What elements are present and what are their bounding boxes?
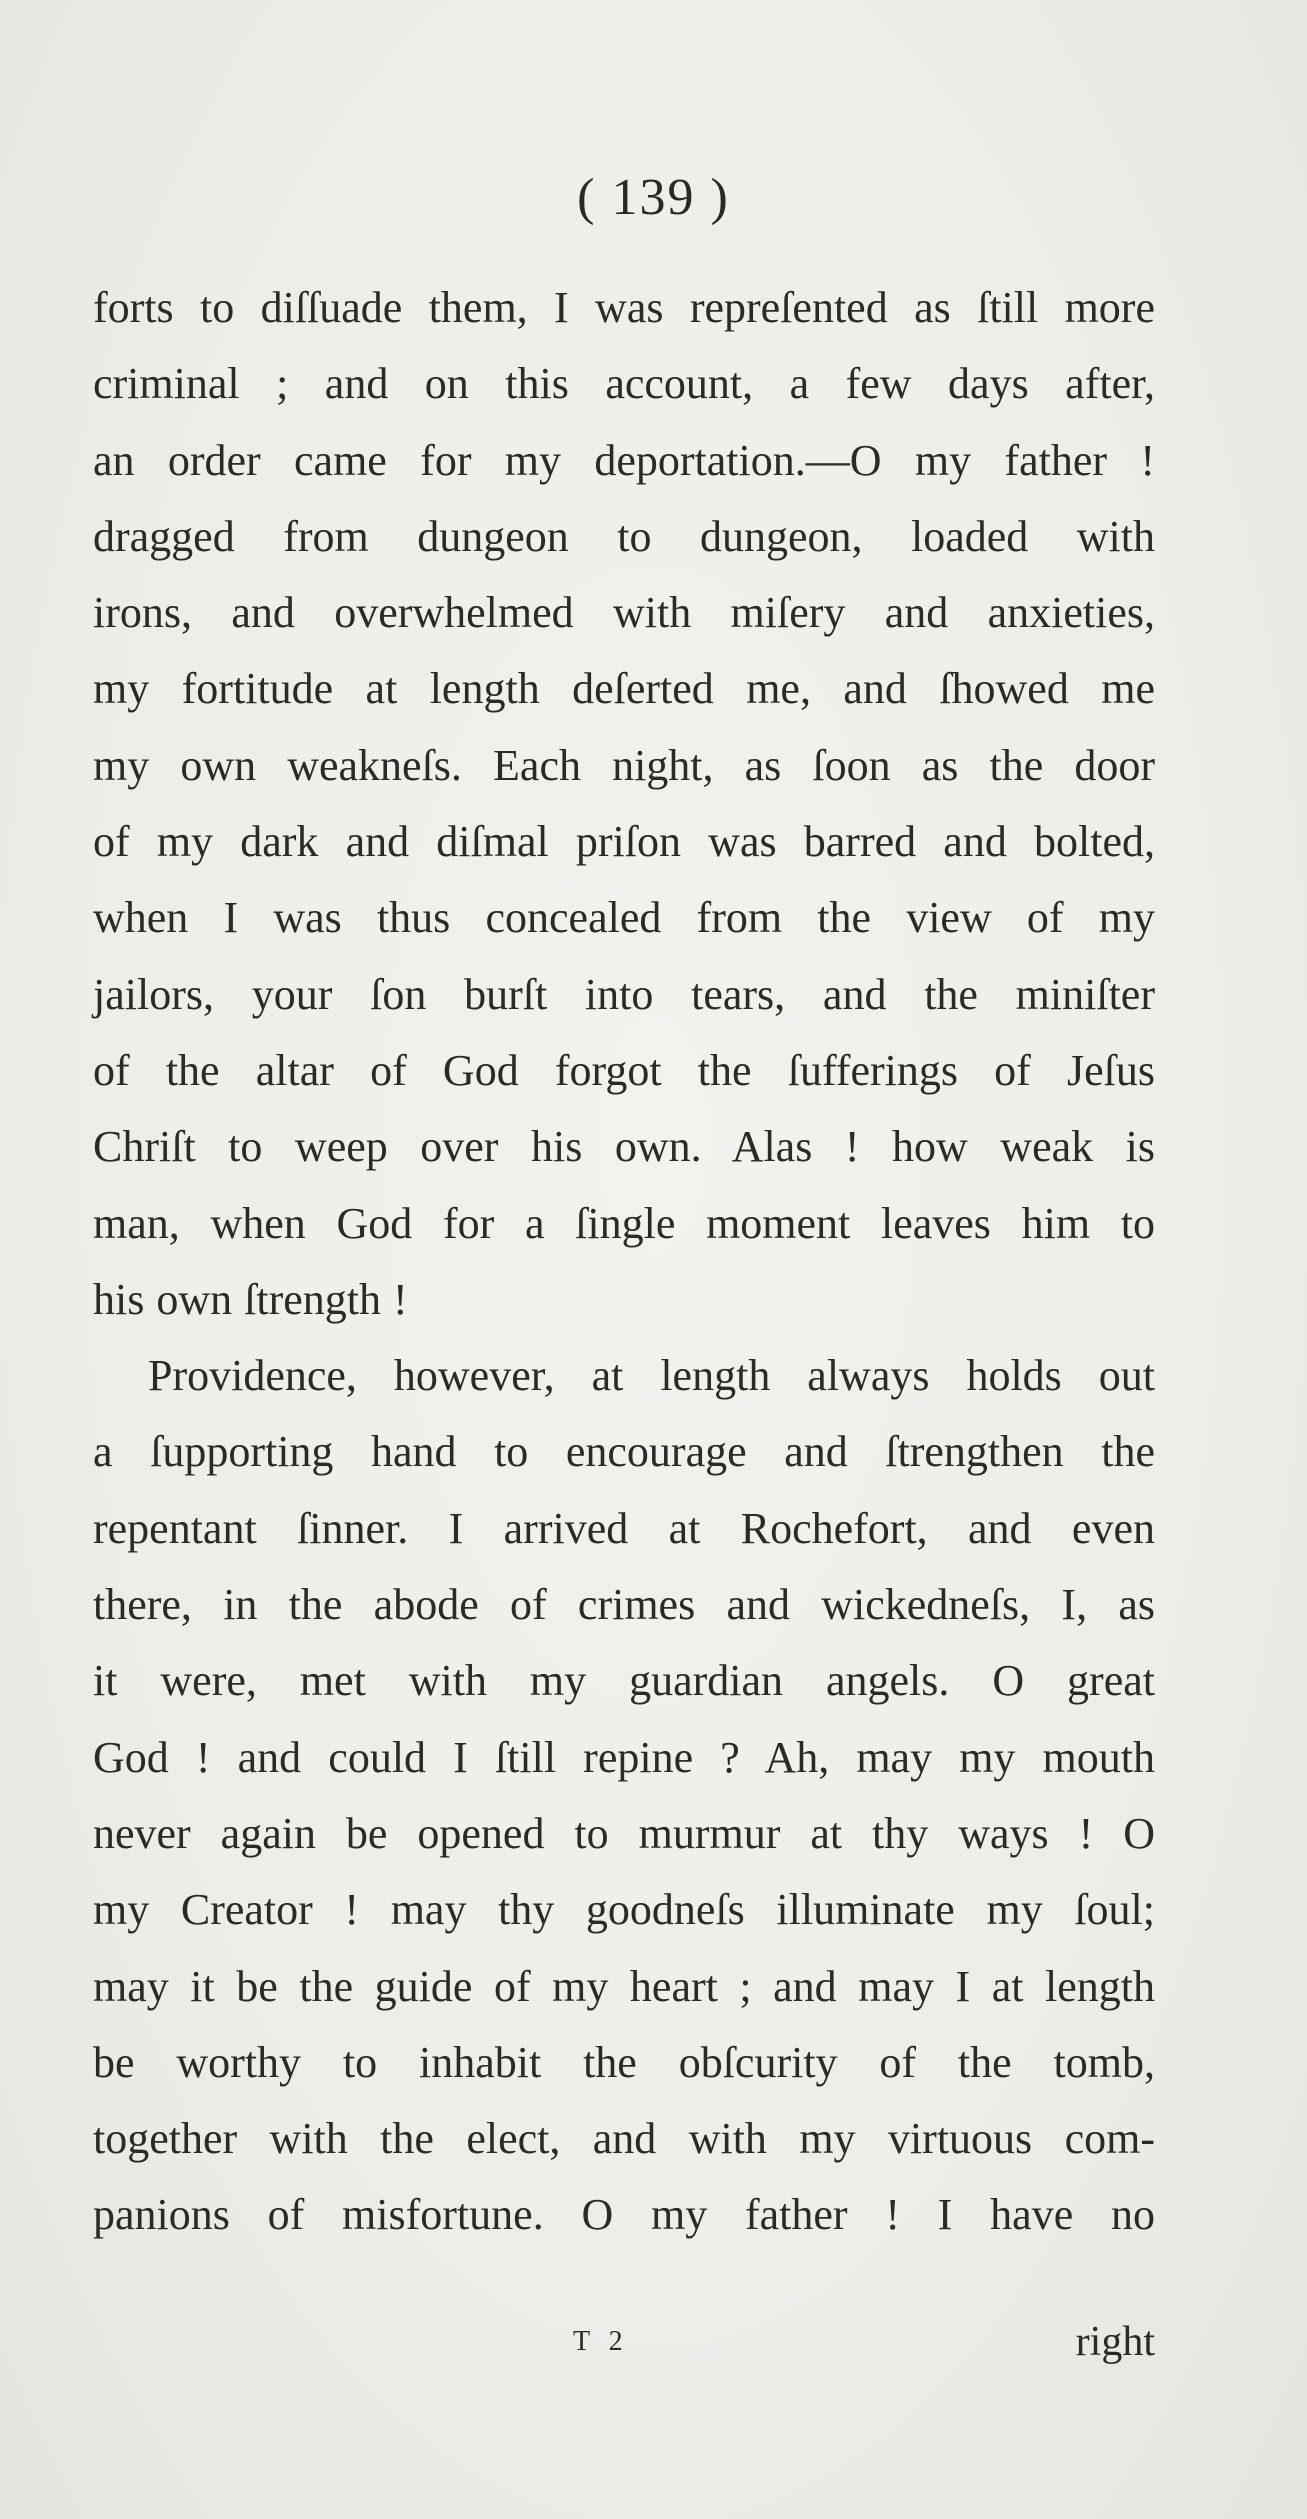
text-line: my fortitude at length deſerted me, and ſhowed me — [93, 664, 1155, 714]
catchword: right — [1075, 2319, 1155, 2365]
text-line: be worthy to inhabit the obſcurity of the tomb, — [93, 2037, 1155, 2087]
text-line: my Creator ! may thy goodneſs illuminate my ſoul; — [93, 1885, 1155, 1935]
text-line: of my dark and diſmal priſon was barred and bolted, — [93, 817, 1155, 867]
text-line: Providence, however, at length always holds out — [148, 1351, 1155, 1401]
text-line: man, when God for a ſingle moment leaves him to — [93, 1198, 1155, 1248]
text-line: it were, met with my guardian angels. O great — [93, 1656, 1155, 1706]
text-line: panions of misfortune. O my father ! I have no — [93, 2190, 1155, 2240]
signature-mark: T 2 — [573, 2326, 629, 2357]
text-line: never again be opened to murmur at thy ways ! O — [93, 1808, 1155, 1858]
text-line: criminal ; and on this account, a few days after, — [93, 359, 1155, 409]
text-line: when I was thus concealed from the view of my — [93, 893, 1155, 943]
text-line: my own weakneſs. Each night, as ſoon as the door — [93, 740, 1155, 790]
page-footer — [93, 2304, 1155, 2380]
text-line: repentant ſinner. I arrived at Rochefort, and even — [93, 1503, 1155, 1553]
text-line: Chriſt to weep over his own. Alas ! how weak is — [93, 1122, 1155, 1172]
text-line: of the altar of God forgot the ſufferings of Jeſus — [93, 1045, 1155, 1095]
text-line: jailors, your ſon burſt into tears, and the miniſter — [93, 969, 1155, 1019]
text-line: may it be the guide of my heart ; and may I at length — [93, 1961, 1155, 2011]
page-number: ( 139 ) — [577, 169, 730, 226]
body-text — [93, 270, 1155, 2254]
text-line: an order came for my deportation.—O my father ! — [93, 435, 1155, 485]
text-line: dragged from dungeon to dungeon, loaded with — [93, 511, 1155, 561]
text-line: together with the elect, and with my virtuous com- — [93, 2114, 1155, 2164]
text-line: a ſupporting hand to encourage and ſtrengthen the — [93, 1427, 1155, 1477]
text-line: irons, and overwhelmed with miſery and anxieties, — [93, 588, 1155, 638]
text-line: God ! and could I ſtill repine ? Ah, may my mouth — [93, 1732, 1155, 1782]
text-line: forts to diſſuade them, I was repreſented as ſtill more — [93, 283, 1155, 332]
text-line: there, in the abode of crimes and wickedneſs, I, as — [93, 1580, 1155, 1630]
text-line: his own ſtrength ! — [93, 1274, 408, 1324]
